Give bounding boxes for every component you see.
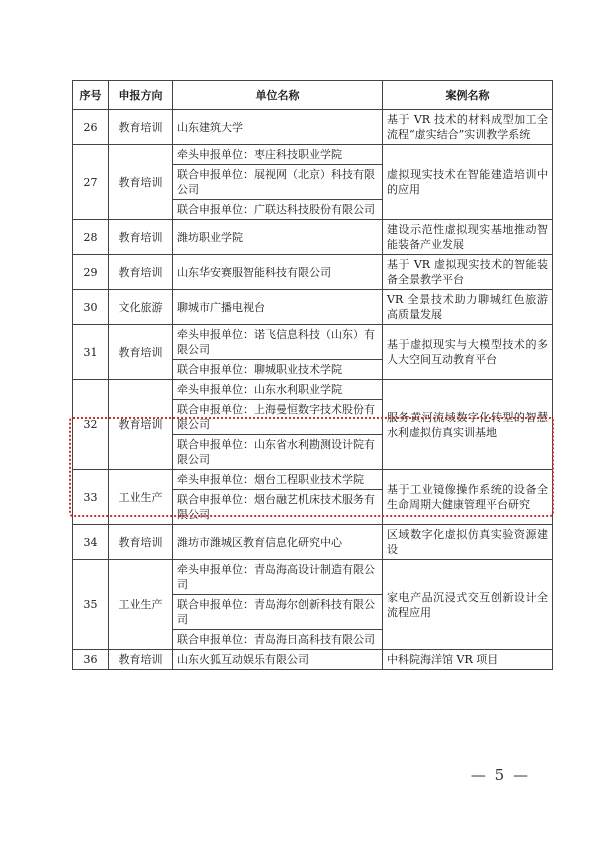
row-direction: 教育培训 (109, 220, 173, 255)
table-row (73, 110, 553, 145)
row-unit: 潍坊职业学院 (173, 220, 383, 255)
row-case: 服务黄河流域数字化转型的智慧水利虚拟仿真实训基地 (383, 380, 553, 470)
table-header-row (73, 81, 553, 110)
row-unit: 山东华安赛服智能科技有限公司 (173, 255, 383, 290)
row-direction: 教育培训 (109, 525, 173, 560)
header-direction: 申报方向 (109, 81, 173, 110)
row-unit: 联合申报单位：展视网（北京）科技有限公司 (173, 165, 383, 200)
row-case: 虚拟现实技术在智能建造培训中的应用 (383, 145, 553, 220)
row-case: VR 全景技术助力聊城红色旅游高质量发展 (383, 290, 553, 325)
row-unit: 联合申报单位：聊城职业技术学院 (173, 360, 383, 380)
row-unit: 牵头申报单位：山东水利职业学院 (173, 380, 383, 400)
table-row (73, 380, 553, 400)
row-case: 基于 VR 技术的材料成型加工全流程“虚实结合”实训教学系统 (383, 110, 553, 145)
row-case: 区域数字化虚拟仿真实验资源建设 (383, 525, 553, 560)
row-direction: 工业生产 (109, 470, 173, 525)
row-direction: 文化旅游 (109, 290, 173, 325)
row-no: 35 (73, 560, 109, 650)
row-no: 26 (73, 110, 109, 145)
header-unit: 单位名称 (173, 81, 383, 110)
row-unit: 聊城市广播电视台 (173, 290, 383, 325)
row-case: 中科院海洋馆 VR 项目 (383, 650, 553, 670)
row-case: 家电产品沉浸式交互创新设计全流程应用 (383, 560, 553, 650)
row-direction: 工业生产 (109, 560, 173, 650)
row-unit: 联合申报单位：烟台融艺机床技术服务有限公司 (173, 490, 383, 525)
row-no: 36 (73, 650, 109, 670)
row-case: 基于工业镜像操作系统的设备全生命周期大健康管理平台研究 (383, 470, 553, 525)
row-unit: 联合申报单位：上海曼恒数字技术股份有限公司 (173, 400, 383, 435)
row-no: 33 (73, 470, 109, 525)
case-table (72, 80, 553, 670)
row-case: 基于 VR 虚拟现实技术的智能装备全景教学平台 (383, 255, 553, 290)
table-row (73, 255, 553, 290)
row-no: 32 (73, 380, 109, 470)
row-no: 29 (73, 255, 109, 290)
table-row (73, 220, 553, 255)
page-number: — 5 — (470, 766, 530, 784)
table-row (73, 470, 553, 490)
row-unit: 山东火狐互动娱乐有限公司 (173, 650, 383, 670)
header-case: 案例名称 (383, 81, 553, 110)
row-unit: 联合申报单位：青岛海日高科技有限公司 (173, 630, 383, 650)
row-unit: 牵头申报单位：烟台工程职业技术学院 (173, 470, 383, 490)
row-unit: 牵头申报单位：青岛海高设计制造有限公司 (173, 560, 383, 595)
row-case: 建设示范性虚拟现实基地推动智能装备产业发展 (383, 220, 553, 255)
row-direction: 教育培训 (109, 325, 173, 380)
header-no: 序号 (73, 81, 109, 110)
table-row (73, 560, 553, 595)
row-case: 基于虚拟现实与大模型技术的多人大空间互动教育平台 (383, 325, 553, 380)
row-no: 27 (73, 145, 109, 220)
row-unit: 山东建筑大学 (173, 110, 383, 145)
row-unit: 联合申报单位：山东省水利勘测设计院有限公司 (173, 435, 383, 470)
row-unit: 牵头申报单位：诺飞信息科技（山东）有限公司 (173, 325, 383, 360)
row-direction: 教育培训 (109, 145, 173, 220)
table-row (73, 525, 553, 560)
row-no: 30 (73, 290, 109, 325)
row-unit: 牵头申报单位：枣庄科技职业学院 (173, 145, 383, 165)
row-unit: 联合申报单位：广联达科技股份有限公司 (173, 200, 383, 220)
row-unit: 联合申报单位：青岛海尔创新科技有限公司 (173, 595, 383, 630)
row-no: 28 (73, 220, 109, 255)
table-row (73, 650, 553, 670)
row-no: 34 (73, 525, 109, 560)
row-direction: 教育培训 (109, 650, 173, 670)
row-no: 31 (73, 325, 109, 380)
row-unit: 潍坊市潍城区教育信息化研究中心 (173, 525, 383, 560)
row-direction: 教育培训 (109, 255, 173, 290)
table-row (73, 290, 553, 325)
row-direction: 教育培训 (109, 380, 173, 470)
table-row (73, 145, 553, 165)
row-direction: 教育培训 (109, 110, 173, 145)
table-row (73, 325, 553, 360)
